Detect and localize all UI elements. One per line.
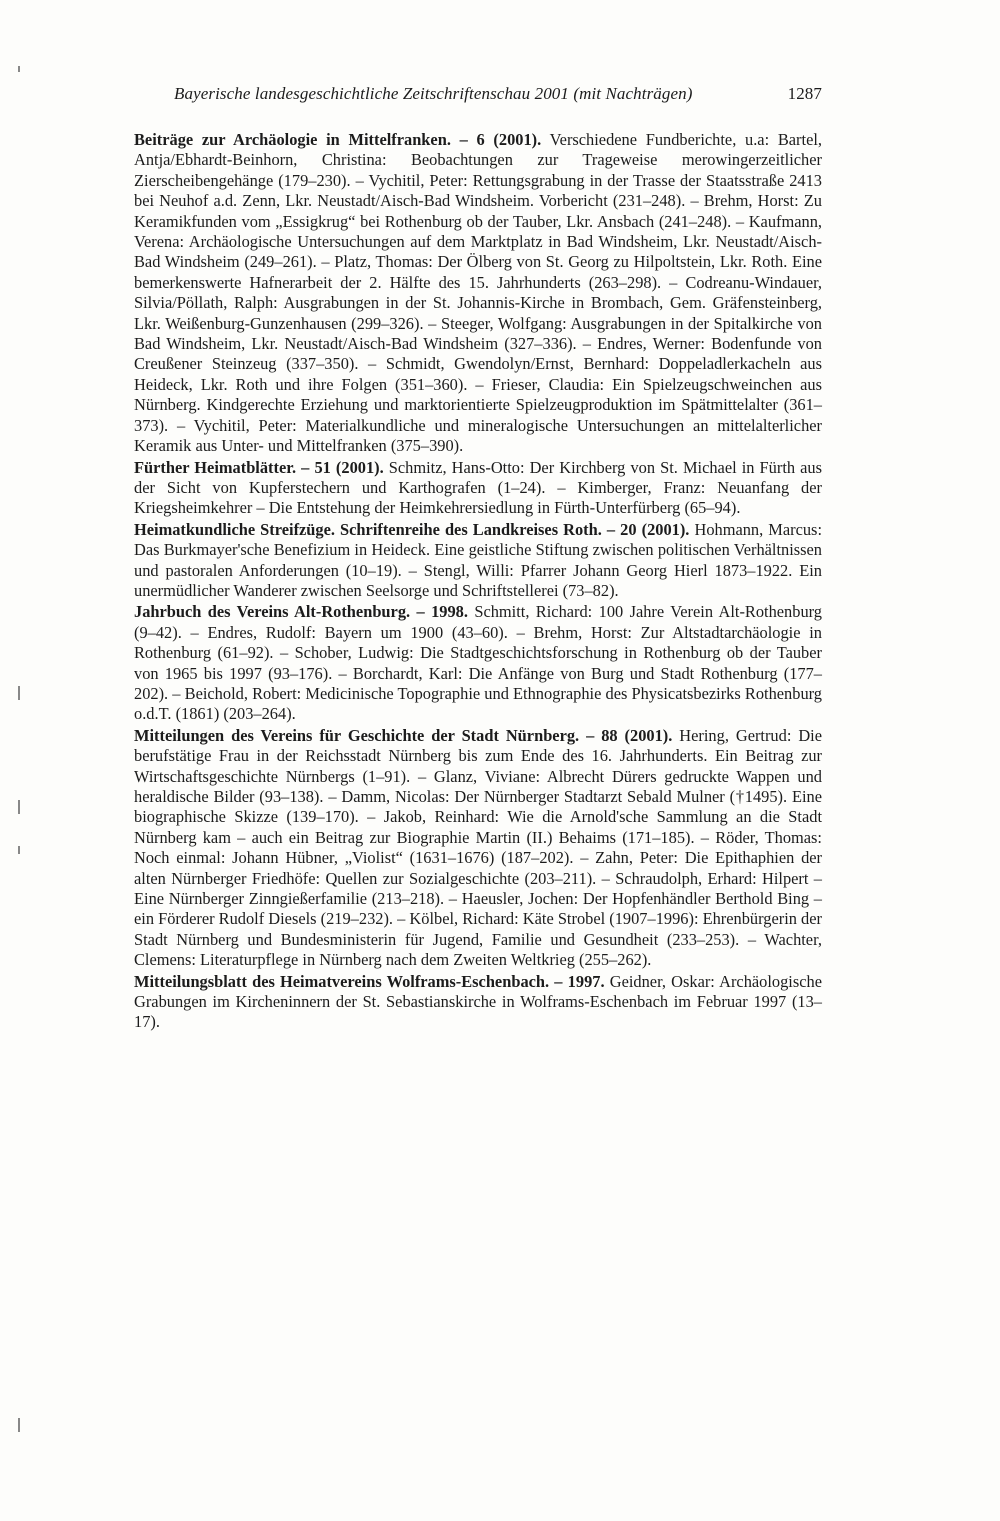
journal-title: Mitteilungsblatt des Heimatvereins Wolframs-Eschenbach. – 1997. [134, 971, 605, 991]
scan-edge-mark [18, 686, 20, 700]
bibliography-entry [134, 458, 822, 519]
document-page [134, 84, 822, 1034]
entry-body: Schmitz, Hans-Otto: Der Kirchberg von St. Michael in Fürth aus der Sicht von Kupferstechern und Karthografen (1–24). – Kimberger, Franz: Neuanfang der Kriegsheimkehrer – Die Entstehung der Heimkehrersiedlung in Fürth-Unterfürberg (65–94). [134, 457, 822, 518]
bibliography-entry [134, 520, 822, 602]
scan-edge-mark [18, 66, 20, 72]
scan-edge-mark [18, 800, 20, 814]
bibliography-entry [134, 130, 822, 457]
bibliography-entry [134, 972, 822, 1033]
journal-title: Mitteilungen des Vereins für Geschichte der Stadt Nürnberg. – 88 (2001). [134, 725, 673, 745]
bibliography-entry [134, 726, 822, 971]
bibliography-entries [134, 130, 822, 1033]
entry-body: Schmitt, Richard: 100 Jahre Verein Alt-Rothenburg (9–42). – Endres, Rudolf: Bayern um 1900 (43–60). – Brehm, Horst: Zur Altstadtarchäologie in Rothenburg (61–92). – Schober, Ludwig: Die Stadtgeschichtsforschung in Rothenburg ob der Tauber von 1965 bis 1997 (93–176). – Borchardt, Karl: Die Anfänge von Burg und Stadt Rothenburg (177–202). – Beichold, Robert: Medicinische Topographie und Ethnographie des Physicatsbezirks Rothenburg o.d.T. (1861) (203–264). [134, 602, 822, 724]
entry-body: Geidner, Oskar: Archäologische Grabungen im Kircheninnern der St. Sebastianskirche in Wolframs-Eschenbach im Februar 1997 (13–17). [134, 971, 822, 1032]
page-number: 1287 [787, 84, 822, 103]
journal-title: Jahrbuch des Vereins Alt-Rothenburg. – 1998. [134, 602, 468, 622]
journal-title: Fürther Heimatblätter. – 51 (2001). [134, 457, 384, 477]
running-head-title: Bayerische landesgeschichtliche Zeitschriftenschau 2001 (mit Nachträgen) [174, 84, 693, 103]
entry-body: Hohmann, Marcus: Das Burkmayer'sche Benefizium in Heideck. Eine geistliche Stiftung zwischen politischen Verhältnissen und pastoralen Anforderungen (10–19). – Stengl, Willi: Pfarrer Johann Georg Hierl 1873–1922. Ein unermüdlicher Wanderer zwischen Seelsorge und Schriftstellerei (73–82). [134, 519, 822, 600]
entry-body: Verschiedene Fundberichte, u.a: Bartel, Antja/Ebhardt-Beinhorn, Christina: Beobachtungen zur Trageweise merowingerzeitlicher Zierscheibengehänge (179–230). – Vychitil, Peter: Rettungsgrabung in der Trasse der Staatsstraße 2413 bei Neuhof a.d. Zenn, Lkr. Neustadt/Aisch-Bad Windsheim. Vorbericht (231–248). – Brehm, Horst: Zu Keramikfunden vom „Essigkrug“ bei Rothenburg ob der Tauber, Lkr. Ansbach (241–248). – Kaufmann, Verena: Archäologische Untersuchungen auf dem Marktplatz in Bad Windsheim, Lkr. Neustadt/Aisch-Bad Windsheim (249–261). – Platz, Thomas: Der Ölberg von St. Georg zu Hilpoltstein, Lkr. Roth. Eine bemerkenswerte Hafnerarbeit der 2. Hälfte des 15. Jahrhunderts (263–298). – Codreanu-Windauer, Silvia/Pöllath, Ralph: Ausgrabungen in der St. Johannis-Kirche in Brombach, Gem. Gräfensteinberg, Lkr. Weißenburg-Gunzenhausen (299–326). – Steeger, Wolfgang: Ausgrabungen in der Spitalkirche von Bad Windsheim, Lkr. Neustadt/Aisch-Bad Windsheim (327–336). – Endres, Werner: Bodenfunde von Creußener Steinzeug (337–350). – Schmidt, Gwendolyn/Ernst, Bernhard: Doppeladlerkacheln aus Heideck, Lkr. Roth und ihre Folgen (351–360). – Frieser, Claudia: Ein Spielzeugschweinchen aus Nürnberg. Kindgerechte Erziehung und marktorientierte Spielzeugproduktion im Spätmittelalter (361–373). – Vychitil, Peter: Materialkundliche und mineralogische Untersuchungen an mittelalterlicher Keramik aus Unter- und Mittelfranken (375–390). [134, 130, 822, 456]
journal-title: Heimatkundliche Streifzüge. Schriftenreihe des Landkreises Roth. – 20 (2001). [134, 519, 690, 539]
bibliography-entry [134, 602, 822, 724]
entry-body: Hering, Gertrud: Die berufstätige Frau in der Reichsstadt Nürnberg bis zum Ende des 16. Jahrhunderts. Ein Beitrag zur Wirtschaftsgeschichte Nürnbergs (1–91). – Glanz, Viviane: Albrecht Dürers gedruckte Wappen und heraldische Bilder (93–138). – Damm, Nicolas: Der Nürnberger Stadtarzt Sebald Mulner (†1495). Eine biographische Skizze (139–170). – Jakob, Reinhard: Wie die Arnold'sche Sammlung an die Stadt Nürnberg kam – auch ein Beitrag zur Biographie Martin (II.) Behaims (171–185). – Röder, Thomas: Noch einmal: Johann Hübner, „Violist“ (1631–1676) (187–202). – Zahn, Peter: Die Epithaphien der alten Nürnberger Friedhöfe: Quellen zur Sozialgeschichte (203–211). – Schraudolph, Erhard: Hilpert – Eine Nürnberger Zinngießerfamilie (213–218). – Haeusler, Jochen: Der Hopfenhändler Berthold Bing – ein Förderer Rudolf Diesels (219–232). – Kölbel, Richard: Käte Strobel (1907–1996): Ehrenbürgerin der Stadt Nürnberg und Bundesministerin für Jugend, Familie und Gesundheit (233–253). – Wachter, Clemens: Literaturpflege in Nürnberg nach dem Zweiten Weltkrieg (255–262). [134, 725, 822, 970]
scan-edge-mark [18, 1418, 20, 1432]
journal-title: Beiträge zur Archäologie in Mittelfranken. – 6 (2001). [134, 130, 542, 149]
scan-edge-mark [18, 846, 20, 854]
running-head [174, 84, 822, 104]
